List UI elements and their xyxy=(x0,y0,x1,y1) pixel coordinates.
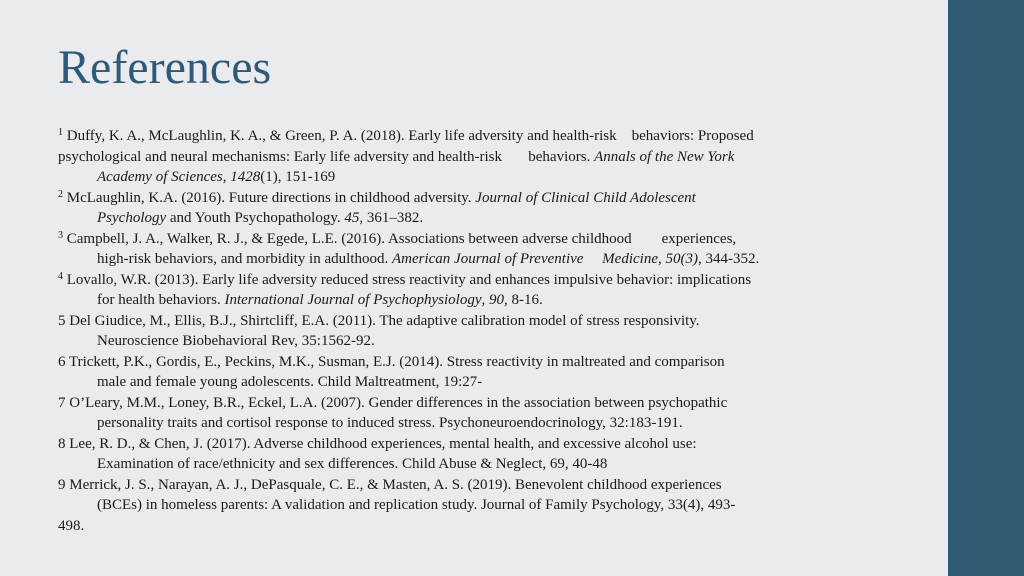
reference-1-line-2: psychological and neural mechanisms: Early life adversity and health-risk behaviors. Annals of the New York xyxy=(58,148,735,165)
reference-3-line-2: high-risk behaviors, and morbidity in adulthood. American Journal of Preventive Medicine, 50(3), 344-352. xyxy=(97,251,760,267)
reference-4-line-2: for health behaviors. International Journal of Psychophysiology, 90, 8-16. xyxy=(97,292,543,308)
reference-4-number: 4 xyxy=(58,270,63,282)
reference-2-line-1: $^2$ McLaughlin, K.A. (2016). Future directions in childhood adversity. Journal of Clinical Child Adolescent xyxy=(58,188,696,206)
reference-8-line-1: 8 Lee, R. D., & Chen, J. (2017). Adverse childhood experiences, mental health, and excessive alcohol use: xyxy=(58,435,697,452)
reference-3-line-1: $^3$ Campbell, J. A., Walker, R. J., & Egede, L.E. (2016). Associations between adverse childhood experiences, xyxy=(58,229,737,247)
reference-7-line-2: personality traits and cortisol response to induced stress. Psychoneuroendocrinology, 32:183-191. xyxy=(97,415,683,431)
reference-6-line-1: 6 Trickett, P.K., Gordis, E., Peckins, M.K., Susman, E.J. (2014). Stress reactivity in maltreated and comparison xyxy=(58,353,725,370)
page-title: References xyxy=(58,41,272,94)
reference-9-line-3: 498. xyxy=(58,517,85,534)
reference-6-line-2: male and female young adolescents. Child Maltreatment, 19:27- xyxy=(97,374,483,390)
reference-1-number: 1 xyxy=(58,127,63,138)
side-accent-bar xyxy=(948,0,1024,576)
reference-4-line-1: $^4$ Lovallo, W.R. (2013). Early life adversity reduced stress reactivity and enhances impulsive behavior: implications xyxy=(58,270,752,288)
reference-9-line-1: 9 Merrick, J. S., Narayan, A. J., DePasquale, C. E., & Masten, A. S. (2019). Benevolent childhood experiences xyxy=(58,476,722,493)
references-list xyxy=(58,126,858,536)
reference-8-line-2: Examination of race/ethnicity and sex differences. Child Abuse & Neglect, 69, 40-48 xyxy=(97,456,608,472)
reference-5-line-1: 5 Del Giudice, M., Ellis, B.J., Shirtcliff, E.A. (2011). The adaptive calibration model of stress responsivity. xyxy=(58,312,700,329)
reference-1-line-3: Academy of Sciences, 1428(1), 151-169 xyxy=(97,169,336,185)
reference-1-line-1: $^1$ Duffy, K. A., McLaughlin, K. A., & Green, P. A. (2018). Early life adversity and health-risk behaviors: Proposed xyxy=(58,127,754,144)
reference-7-line-1: 7 O’Leary, M.M., Loney, B.R., Eckel, L.A. (2007). Gender differences in the association between psychopathic xyxy=(58,394,728,411)
reference-9-line-2: (BCEs) in homeless parents: A validation and replication study. Journal of Family Psychology, 33(4), 493- xyxy=(97,497,736,513)
reference-3-number: 3 xyxy=(58,229,63,241)
reference-5-line-2: Neuroscience Biobehavioral Rev, 35:1562-92. xyxy=(97,333,375,349)
reference-2-number: 2 xyxy=(58,188,63,200)
reference-2-line-2: Psychology and Youth Psychopathology. 45, 361–382. xyxy=(97,210,424,226)
